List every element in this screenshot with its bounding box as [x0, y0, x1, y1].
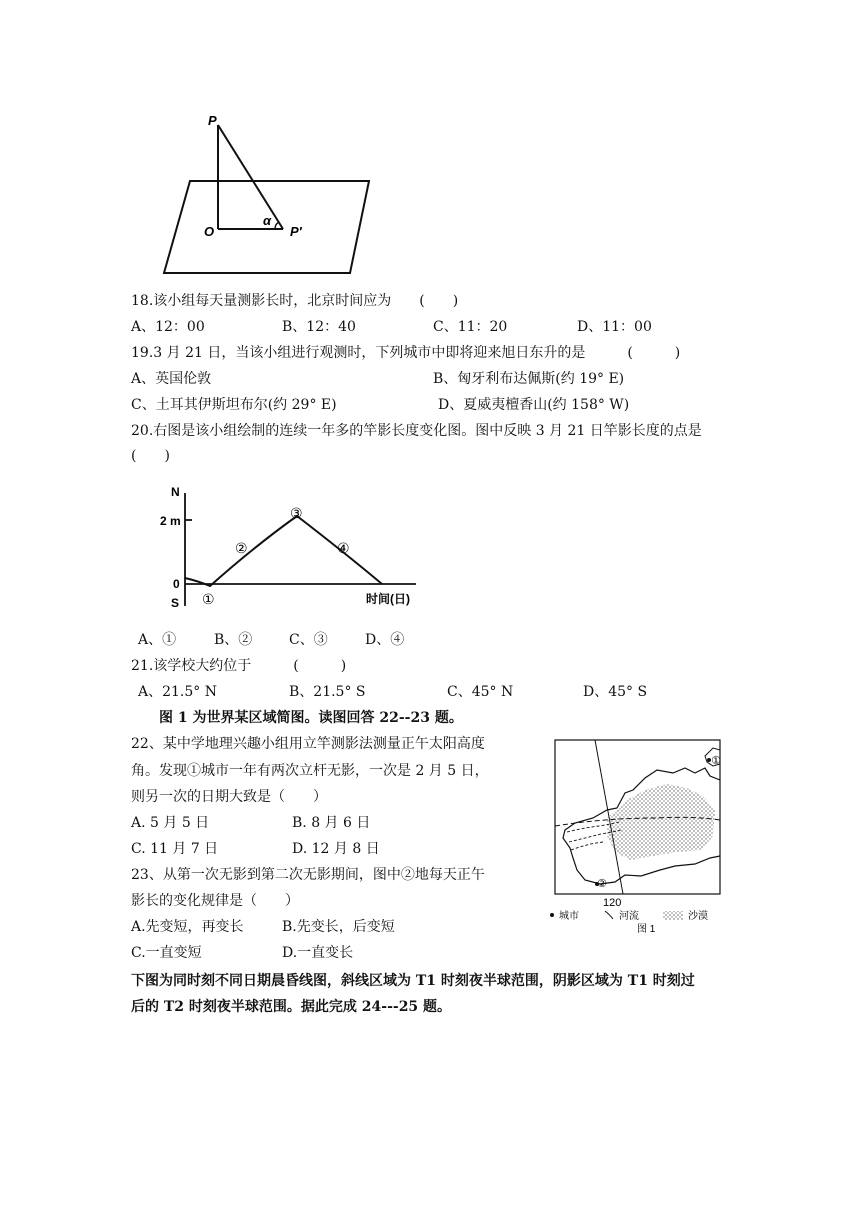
intro-24-25-line2: 后的 T2 时刻夜半球范围。据此完成 24---25 题。: [131, 999, 452, 1015]
q19-option-d[interactable]: D、夏威夷檀香山(约 158° W): [438, 397, 630, 413]
q19-option-c[interactable]: C、土耳其伊斯坦布尔(约 29° E): [131, 397, 337, 413]
legend-city-label: 城市: [559, 911, 579, 922]
q23-option-a[interactable]: A.先变短，再变长: [131, 919, 244, 935]
q21-stem: 21.该学校大约位于 ( ): [131, 658, 347, 674]
point-1-label: ①: [202, 591, 215, 607]
point-p-prime-label: P′: [290, 224, 302, 239]
q21-option-d[interactable]: D、45° S: [583, 684, 648, 700]
legend-city-icon: [550, 913, 554, 917]
q22-line1: 22、某中学地理兴趣小组用立竿测影法测量正午太阳高度: [131, 736, 485, 752]
region-map: [545, 738, 735, 934]
q22-option-b[interactable]: B. 8 月 6 日: [292, 815, 371, 831]
q23-option-c[interactable]: C.一直变短: [131, 945, 202, 961]
point-p-label: P: [208, 113, 217, 128]
q19-stem: 19.3 月 21 日，当该小组进行观测时，下列城市中即将迎来旭日东升的是 ( ): [131, 345, 681, 361]
city-1-label: ①: [711, 755, 721, 767]
q19-option-a[interactable]: A、英国伦敦: [131, 371, 212, 387]
q20-option-b[interactable]: B、②: [214, 632, 253, 648]
legend-desert-label: 沙漠: [688, 911, 708, 922]
q22-option-d[interactable]: D. 12 月 8 日: [292, 841, 380, 857]
q18-stem: 18.该小组每天量测影长时，北京时间应为 ( ): [131, 293, 459, 309]
q18-option-d[interactable]: D、11：00: [577, 319, 652, 335]
axis-s-label: S: [171, 596, 180, 610]
q21-option-a[interactable]: A、21.5° N: [138, 684, 217, 700]
axis-n-label: N: [171, 485, 180, 499]
shadow-length-chart: [160, 478, 430, 613]
point-o-label: O: [204, 224, 215, 239]
intro-22-23: 图 1 为世界某区域简图。读图回答 22--23 题。: [159, 710, 463, 726]
q20-option-c[interactable]: C、③: [289, 632, 328, 648]
q23-option-b[interactable]: B.先变长，后变短: [282, 919, 395, 935]
tick-2m-label: 2 m: [160, 514, 181, 528]
q20-stem-line2: ( ): [131, 448, 170, 464]
q22-line2: 角。发现①城市一年有两次立杆无影，一次是 2 月 5 日，: [131, 763, 489, 779]
city-2-label: ②: [597, 878, 607, 890]
meridian-120-label: 120: [603, 897, 622, 909]
intro-24-25-line1: 下图为同时刻不同日期晨昏线图，斜线区域为 T1 时刻夜半球范围，阴影区域为 T1 时刻过: [131, 973, 695, 989]
legend-river-label: 河流: [619, 911, 639, 922]
x-axis-label: 时间(日): [366, 592, 410, 606]
q20-option-d[interactable]: D、④: [365, 632, 405, 648]
point-3-label: ③: [290, 505, 303, 521]
legend-desert-icon: [663, 911, 683, 920]
map-caption: 图 1: [637, 924, 656, 934]
q23-line2: 影长的变化规律是（ ）: [131, 893, 299, 909]
angle-arc: [275, 222, 279, 229]
q21-option-b[interactable]: B、21.5° S: [289, 684, 366, 700]
q23-option-d[interactable]: D.一直变长: [282, 945, 354, 961]
q18-option-b[interactable]: B、12：40: [282, 319, 356, 335]
q23-line1: 23、从第一次无影到第二次无影期间，图中②地每天正午: [131, 867, 485, 883]
axis-zero-label: 0: [173, 577, 180, 591]
q18-option-c[interactable]: C、11：20: [433, 319, 508, 335]
sun-ray-line: [218, 125, 283, 229]
q18-option-a[interactable]: A、12：00: [131, 319, 205, 335]
q19-option-b[interactable]: B、匈牙利布达佩斯(约 19° E): [433, 371, 625, 387]
q22-option-a[interactable]: A. 5 月 5 日: [131, 815, 210, 831]
q22-line3: 则另一次的日期大致是（ ）: [131, 789, 327, 805]
legend-river-icon: [605, 911, 613, 919]
q22-option-c[interactable]: C. 11 月 7 日: [131, 841, 219, 857]
q21-option-c[interactable]: C、45° N: [447, 684, 514, 700]
pole-shadow-figure: [150, 105, 390, 280]
shadow-curve: [185, 516, 382, 586]
point-4-label: ④: [337, 540, 350, 556]
alpha-label: α: [263, 213, 272, 228]
q20-stem-line1: 20.右图是该小组绘制的连续一年多的竿影长度变化图。图中反映 3 月 21 日竿影长度的点是: [131, 423, 702, 439]
point-2-label: ②: [235, 540, 248, 556]
q20-option-a[interactable]: A、①: [138, 632, 177, 648]
